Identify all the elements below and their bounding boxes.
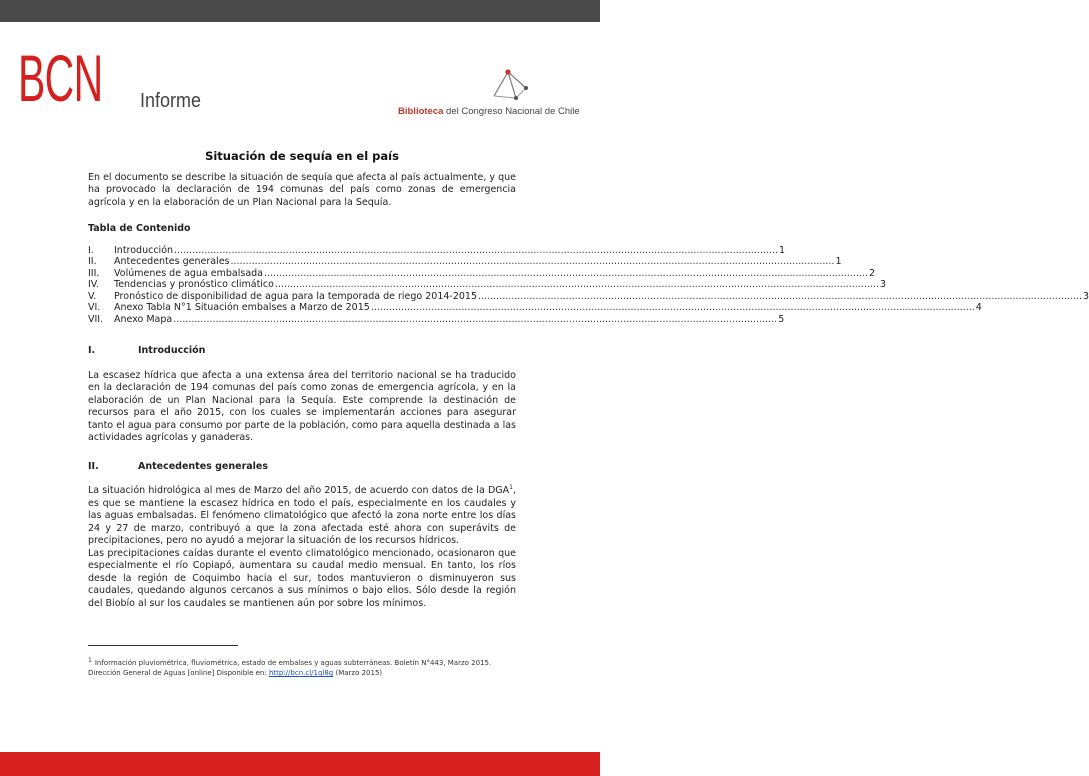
toc-entry-label: Pronóstico de disponibilidad de agua para la temporada de riego 2014-2015 [114,290,478,302]
section-heading-introduccion [88,345,516,358]
top-bar [0,0,600,22]
toc-entry-label: Tendencias y pronóstico climático [114,279,274,290]
section-title: Introducción [138,345,206,356]
toc-leader-dots: ........................................................................................................................................................................................................ [174,244,778,256]
library-name-rest: del Congreso Nacional de Chile [443,106,580,117]
footnote [88,658,518,678]
footnote-text: Información pluviométrica, fluviométrica, estado de embalses y aguas subterráneas. Boletín N°443, Marzo 2015. Dirección General de Aguas [online] Disponible en: [88,659,492,677]
toc-leader-dots: ........................................................................................................................................................................................................ [230,256,835,267]
toc-entry-number: IV. [88,279,100,290]
bottom-bar [0,752,600,776]
toc-entry-page: 1 [779,244,786,256]
toc-entry-label: Anexo Mapa [114,313,173,325]
toc-entry-page: 3 [879,279,886,290]
footnote-mark: 1 [88,656,92,664]
toc-entry-number: I. [88,244,94,256]
toc-entry-label: Volúmenes de agua embalsada [114,267,263,279]
section-number: I. [88,345,96,356]
document-summary: En el documento se describe la situación de sequía que afecta al país actualmente, y que ha provocado la declaración de 194 comunas del país como zonas de emergencia agrícola y en la elaboración de un Plan Nacional para la Sequía. [88,171,516,208]
section-text: La situación hidrológica al mes de Marzo del año 2015, de acuerdo con datos de la DGA [88,485,510,496]
section-number: II. [88,460,99,472]
bcn-logo-text: BCN [18,41,103,115]
table-of-contents [88,244,1089,326]
library-emblem-icon [486,68,532,102]
document-body [88,149,1089,610]
library-logo [398,68,578,118]
section-body-antecedentes [88,485,516,548]
toc-leader-dots: ........................................................................................................................................................................................................ [274,279,879,290]
section-body-antecedentes-cont: Las precipitaciones caídas durante el evento climatológico mencionado, ocasionaron que especialmente el río Copiapó, aumentara su caudal medio mensual. En tanto, los ríos desde la región de Coquimbo hacia el sur, todos mantuvieron o disminuyeron sus caudales, quedando algunos cercanos a sus mínimos o bajo ellos. Sólo desde la región del Biobío al sur los caudales se mantienen aún por sobre los mínimos. [88,547,516,609]
toc-entry-label: Introducción [114,244,174,256]
footnote-reference[interactable]: 1 [509,483,513,491]
toc-entry-page: 3 [1083,290,1089,302]
toc-entry-number: V. [88,290,97,302]
toc-entry-tendencias[interactable] [88,279,886,291]
toc-entry-page: 1 [835,256,842,267]
section-heading-antecedentes [88,461,516,474]
section-body-introduccion: La escasez hídrica que afecta a una extensa área del territorio nacional se ha traducido en la declaración de 194 comunas del país como zonas de emergencia agrícola, y en la elaboración de un Plan Nacional para la Sequía. Este comprende la destinación de recursos para el año 2015, con los cuales se implementarán acciones para asegurar tanto el agua para consumo por parte de la población, como para aquella destinada a las actividades agrícolas y ganaderas. [88,369,516,443]
toc-leader-dots: ........................................................................................................................................................................................................ [370,302,975,313]
toc-leader-dots: ........................................................................................................................................................................................................ [478,290,1082,302]
section-title: Antecedentes generales [138,460,269,472]
toc-entry-number: VI. [88,302,101,313]
toc-heading: Tabla de Contenido [88,223,191,234]
footnote-link[interactable]: http://bcn.cl/1ql8g [268,669,334,677]
footnote-suffix: (Marzo 2015) [333,669,383,677]
informe-label: Informe [140,90,202,112]
toc-entry-label: Anexo Tabla N°1 Situación embalses a Marzo de 2015 [114,302,370,313]
toc-entry-number: II. [88,256,97,267]
library-name [398,106,580,117]
toc-entry-antecedentes[interactable] [88,256,842,268]
toc-entry-label: Antecedentes generales [114,256,230,267]
toc-entry-pronostico[interactable] [88,290,1089,303]
toc-entry-anexo-tabla[interactable] [88,302,982,314]
toc-entry-page: 4 [975,302,982,313]
toc-entry-anexo-mapa[interactable] [88,313,785,326]
footnote-divider [88,645,238,646]
toc-entry-introduccion[interactable] [88,244,786,257]
toc-entry-page: 2 [868,267,876,279]
toc-entry-number: VII. [88,313,104,325]
section-text: , es que se mantiene la escasez hídrica en todo el país, especialmente en los caudales y las aguas embalsadas. El fenómeno climatológico que afectó la zona norte entre los días 24 y 27 de marzo, contribuyó a que la zona afectada esté ahora con superávits de precipitaciones, pero no ayudó a mejorar la situación de los recursos hídricos. [88,485,516,546]
toc-leader-dots: ........................................................................................................................................................................................................ [264,267,868,279]
toc-entry-page: 5 [778,313,785,325]
toc-entry-volumenes[interactable] [88,267,876,280]
library-name-accent: Biblioteca [398,106,444,117]
document-title: Situación de sequía en el país [205,149,399,163]
toc-leader-dots: ........................................................................................................................................................................................................ [173,313,778,325]
toc-entry-number: III. [88,267,100,279]
